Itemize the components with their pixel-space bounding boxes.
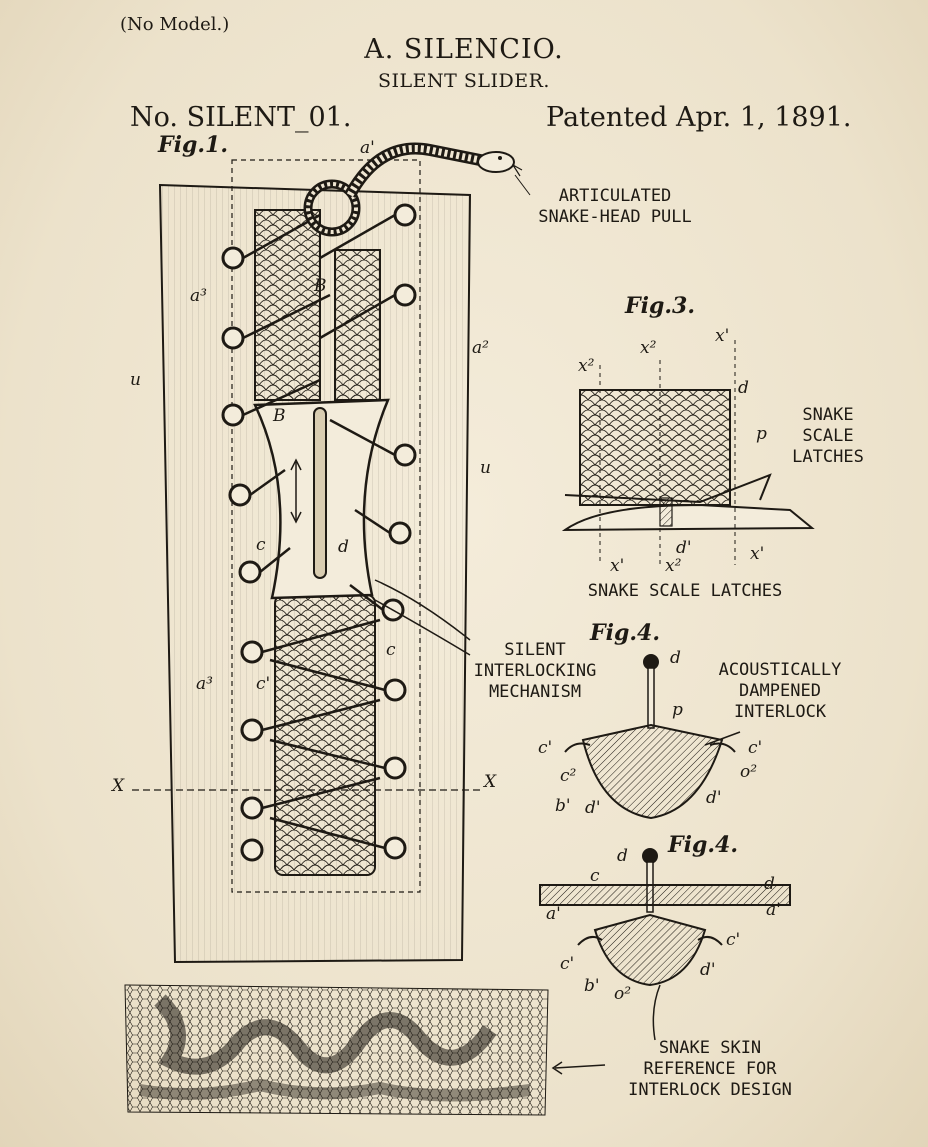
pull-caption-line2: SNAKE-HEAD PULL [538, 207, 692, 227]
fig1-ref-c1: c' [256, 674, 271, 694]
fig3-ref-d: d [738, 378, 749, 398]
fig1-ref-c-right: c [386, 640, 396, 660]
mechanism-caption-line1: SILENT [504, 640, 566, 660]
skin-caption-line1: SNAKE SKIN [658, 1038, 762, 1058]
skin-caption [600, 1038, 820, 1101]
snake-skin-reference [125, 985, 605, 1115]
fig1-ref-b-top: B [314, 276, 327, 296]
dampened-caption-line2: DAMPENED [739, 681, 821, 701]
fig3-ref-x1-top: x' [715, 326, 730, 346]
fig4a-ref-b1: b' [555, 796, 571, 816]
fig4a-ref-d: d [670, 648, 681, 668]
dampened-caption-line3: INTERLOCK [733, 702, 827, 722]
fig1-ref-b-slider: B [273, 406, 286, 426]
fig1-ref-x-right: X [484, 772, 497, 792]
fig1-ref-a3-top: a³ [190, 286, 207, 306]
fig1-ref-c-left: c [256, 535, 266, 555]
fig3-ref-x2-bottom: x² [665, 556, 682, 576]
fig1-ref-a1: a' [360, 138, 375, 158]
fig4b-ref-c1-left: c' [560, 954, 575, 974]
fig3-ref-x2-top-left: x² [578, 356, 595, 376]
fig4b-ref-b1: b' [584, 976, 600, 996]
fig4b-ref-d-top: d [617, 846, 628, 866]
fig4b-ref-o2: o² [614, 984, 632, 1004]
fig4a-label: Fig.4. [590, 620, 660, 646]
pull-caption [510, 186, 720, 228]
fig4b-drawing [540, 848, 790, 1040]
scale-caption [778, 405, 878, 468]
skin-caption-line2: REFERENCE FOR [643, 1059, 777, 1079]
fig4b-ref-c1-right: c' [726, 930, 741, 950]
fig1-ref-a3-bottom: a³ [196, 674, 213, 694]
mechanism-caption-line3: MECHANISM [488, 682, 582, 702]
fig4a-ref-d1-right: d' [706, 788, 722, 808]
mechanism-caption [455, 640, 615, 703]
fig3-drawing [565, 340, 812, 565]
fig4b-ref-d-right: d [764, 874, 775, 894]
fig3-ref-x2-top-mid: x² [640, 338, 657, 358]
skin-caption-line3: INTERLOCK DESIGN [628, 1080, 792, 1100]
fig1-label: Fig.1. [158, 132, 228, 158]
mechanism-caption-line2: INTERLOCKING [473, 661, 597, 681]
fig1-ref-a2: a² [472, 338, 489, 358]
scale-bottom-caption: SNAKE SCALE LATCHES [587, 581, 783, 601]
fig4a-ref-c1-right: c' [748, 738, 763, 758]
inventor-name: A. SILENCIO. [364, 34, 564, 65]
fig3-ref-p: p [756, 424, 767, 444]
fig4a-ref-p: p [672, 700, 683, 720]
scale-caption-line1: SNAKE [802, 405, 854, 425]
fig1-ref-u-right: u [480, 458, 491, 478]
dampened-caption [700, 660, 860, 723]
fig4a-ref-d1-left: d' [585, 798, 601, 818]
fig4b-ref-d1: d' [700, 960, 716, 980]
fig4b-ref-a1-left: a' [546, 904, 561, 924]
fig3-ref-x1-bottom-right: x' [750, 544, 765, 564]
fig4b-ref-a1-right: a' [766, 900, 781, 920]
no-model-note: (No Model.) [120, 14, 230, 35]
fig1-ref-x-left: X [112, 776, 125, 796]
patent-date: Patented Apr. 1, 1891. [546, 102, 852, 133]
fig4a-ref-o2: o² [740, 762, 758, 782]
fig3-ref-d1: d' [676, 538, 692, 558]
scale-caption-line2: SCALE [802, 426, 854, 446]
dampened-caption-line1: ACOUSTICALLY [718, 660, 842, 680]
scale-caption-line3: LATCHES [792, 447, 864, 467]
fig1-ref-u-left: u [130, 370, 141, 390]
fig4a-ref-c1-left: c' [538, 738, 553, 758]
invention-title: SILENT SLIDER. [378, 70, 550, 92]
patent-number: No. SILENT_01. [130, 102, 352, 133]
fig4b-label: Fig.4. [668, 832, 738, 858]
fig1-ref-d: d [338, 537, 349, 557]
fig4a-ref-c2-left: c² [560, 766, 577, 786]
fig3-ref-x1-bottom-left: x' [610, 556, 625, 576]
fig3-label: Fig.3. [625, 293, 695, 319]
pull-caption-line1: ARTICULATED [558, 186, 672, 206]
fig4b-ref-c: c [590, 866, 600, 886]
